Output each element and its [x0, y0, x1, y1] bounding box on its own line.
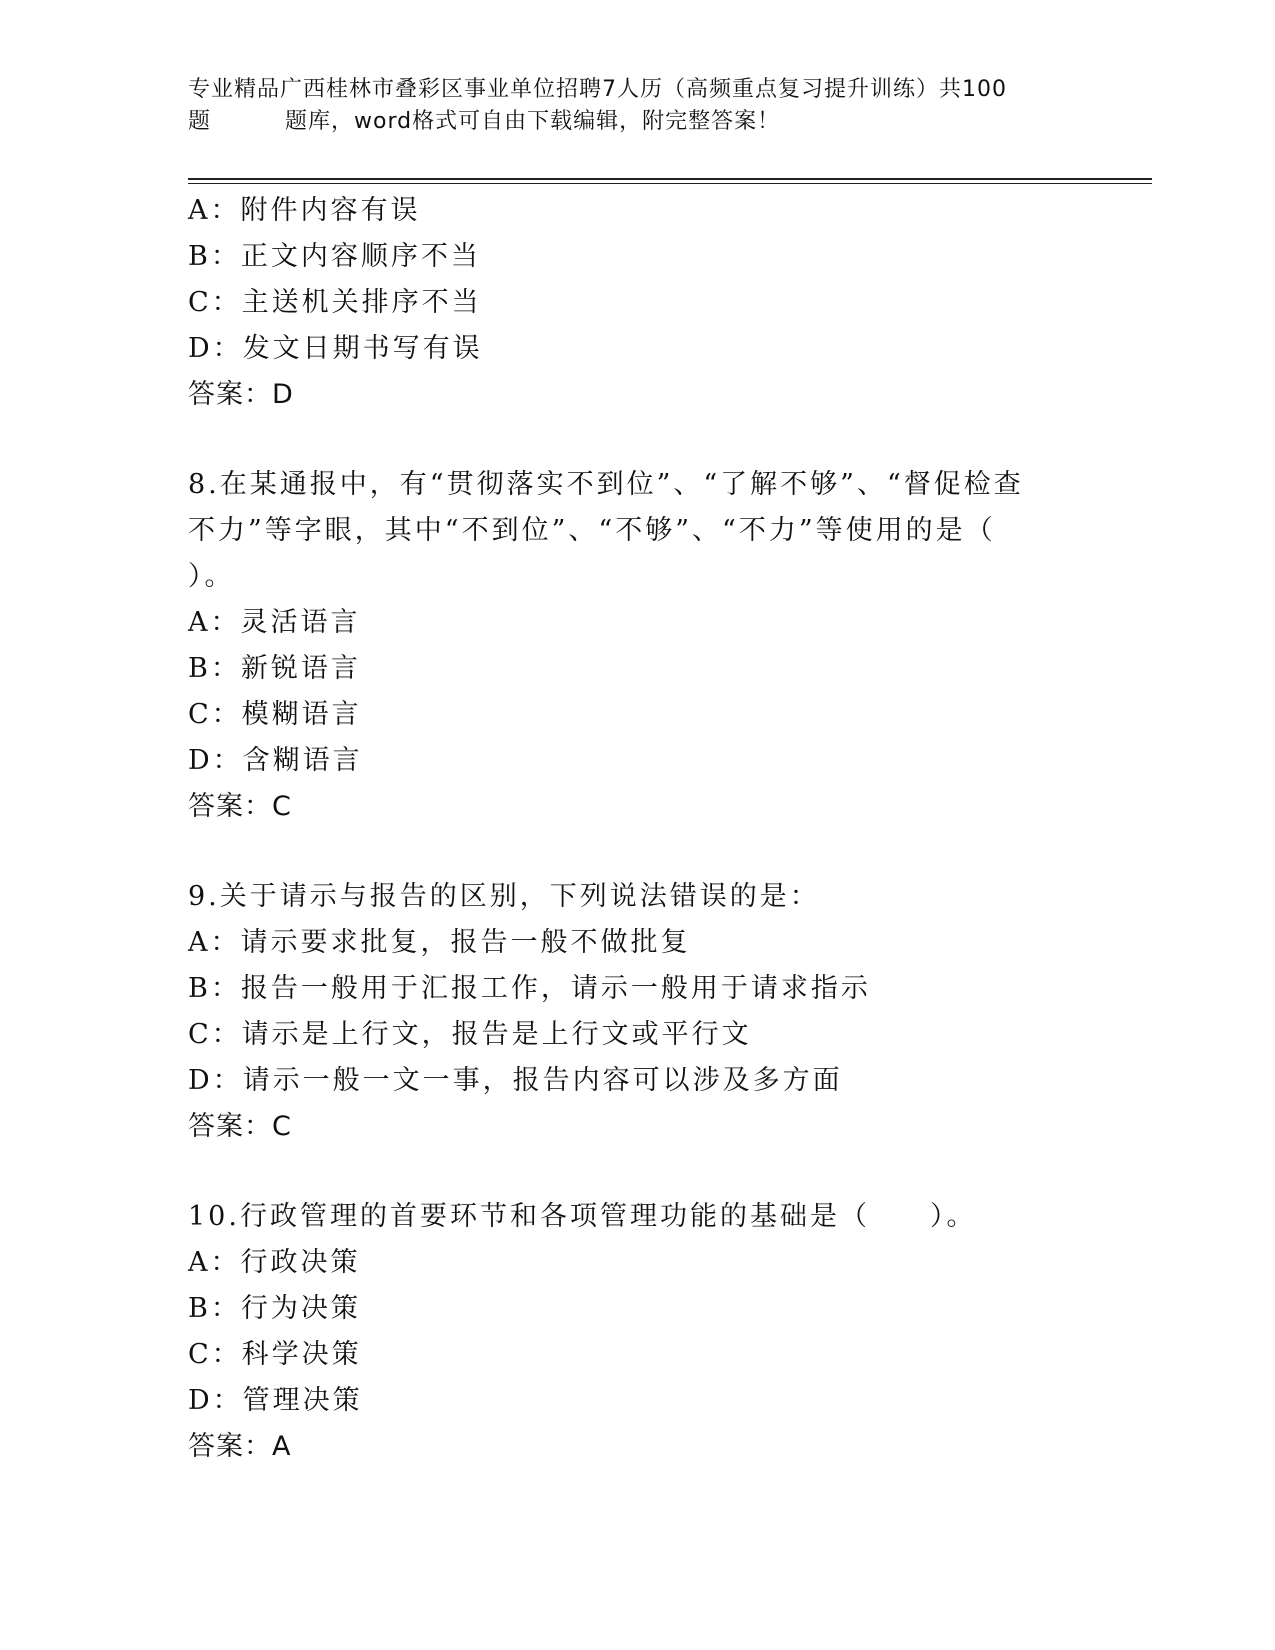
header-title-line-2 — [188, 106, 1088, 138]
header-title-line-1: 专业精品广西桂林市叠彩区事业单位招聘7人历（高频重点复习提升训练）共100 — [188, 77, 1007, 102]
option-c: C：主送机关排序不当 — [188, 287, 482, 318]
question-9 — [188, 874, 1088, 1150]
question-spacer — [188, 830, 1088, 874]
question-stem-line: 8.在某通报中，有“贯彻落实不到位”、“了解不够”、“督促检查 — [188, 469, 1024, 500]
option-c: C：请示是上行文，报告是上行文或平行文 — [188, 1019, 752, 1050]
header-title-line-2-end: 题库，word格式可自由下载编辑，附完整答案！ — [285, 109, 781, 134]
question-content — [188, 188, 1088, 1470]
option-d: D：请示一般一文一事，报告内容可以涉及多方面 — [188, 1065, 843, 1096]
option-d: D：含糊语言 — [188, 745, 363, 776]
option-d: D：管理决策 — [188, 1385, 363, 1416]
option-a: A：灵活语言 — [188, 607, 361, 638]
question-stem-line: 9.关于请示与报告的区别，下列说法错误的是： — [188, 881, 820, 912]
question-8 — [188, 462, 1088, 830]
answer-line: 答案：D — [188, 379, 294, 410]
question-continued — [188, 188, 1088, 418]
answer-line: 答案：A — [188, 1431, 292, 1462]
option-c: C：模糊语言 — [188, 699, 362, 730]
header-divider-thick — [188, 178, 1152, 180]
answer-line: 答案：C — [188, 1111, 292, 1142]
document-header — [188, 74, 1088, 138]
option-a: A：附件内容有误 — [188, 195, 421, 226]
question-10 — [188, 1194, 1088, 1470]
header-title-line-2-start: 题 — [188, 109, 212, 134]
question-spacer — [188, 418, 1088, 462]
question-spacer — [188, 1150, 1088, 1194]
option-c: C：科学决策 — [188, 1339, 362, 1370]
option-b: B：行为决策 — [188, 1293, 361, 1324]
question-stem-line: 不力”等字眼，其中“不到位”、“不够”、“不力”等使用的是（ — [188, 515, 996, 546]
option-b: B：新锐语言 — [188, 653, 361, 684]
option-b: B：正文内容顺序不当 — [188, 241, 481, 272]
question-stem-line: 10.行政管理的首要环节和各项管理功能的基础是（ ）。 — [188, 1201, 977, 1232]
option-a: A：行政决策 — [188, 1247, 361, 1278]
answer-line: 答案：C — [188, 791, 292, 822]
option-d: D：发文日期书写有误 — [188, 333, 483, 364]
option-a: A：请示要求批复，报告一般不做批复 — [188, 927, 691, 958]
question-stem-line: ）。 — [188, 561, 235, 592]
option-b: B：报告一般用于汇报工作，请示一般用于请求指示 — [188, 973, 871, 1004]
header-divider-thin — [188, 183, 1152, 184]
